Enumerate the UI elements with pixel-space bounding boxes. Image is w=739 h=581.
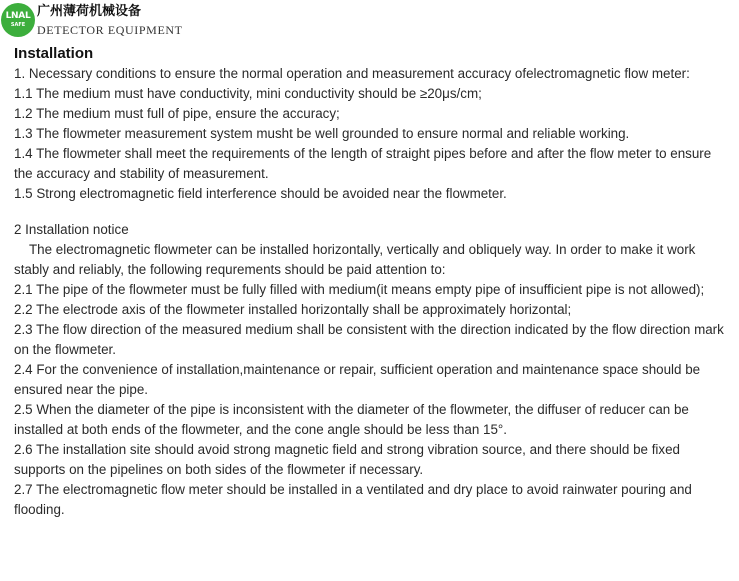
page-header bbox=[0, 0, 739, 42]
logo-text: LNAL bbox=[5, 11, 31, 21]
section-1-item: 1.2 The medium must full of pipe, ensure the accuracy; bbox=[14, 106, 340, 121]
section-2-intro: The electromagnetic flowmeter can be installed horizontally, vertically and obliquely way. In order to make it work stably and reliably, the following requrements should be paid attention to: bbox=[14, 242, 696, 277]
section-2-item: 2.7 The electromagnetic flow meter should be installed in a ventilated and dry place to avoid rainwater pouring and flooding. bbox=[14, 482, 692, 517]
section-2-item: 2.3 The flow direction of the measured medium shall be consistent with the direction indicated by the flow direction mark on the flowmeter. bbox=[14, 322, 724, 357]
section-1-item: 1.4 The flowmeter shall meet the requirements of the length of straight pipes before and after the flow meter to ensure the accuracy and stability of measurement. bbox=[14, 146, 712, 181]
logo-subtext: SAFE bbox=[10, 22, 26, 28]
section-2-item: 2.5 When the diameter of the pipe is inconsistent with the diameter of the flowmeter, the diffuser of reducer can be installed at both ends of the flowmeter, and the cone angle should be less than 15°. bbox=[14, 402, 689, 437]
company-name-chinese: 广州薄荷机械设备 bbox=[37, 4, 142, 19]
company-name-english: DETECTOR EQUIPMENT bbox=[37, 23, 183, 37]
section-2-heading: 2 Installation notice bbox=[14, 222, 129, 237]
section-1-item: 1.5 Strong electromagnetic field interference should be avoided near the flowmeter. bbox=[14, 186, 507, 201]
section-1-item: 1.3 The flowmeter measurement system musht be well grounded to ensure normal and reliable working. bbox=[14, 126, 630, 141]
section-1-item: 1.1 The medium must have conductivity, mini conductivity should be ≥20μs/cm; bbox=[14, 86, 482, 101]
document-title: Installation bbox=[14, 45, 94, 62]
section-2-item: 2.2 The electrode axis of the flowmeter installed horizontally shall be approximately horizontal; bbox=[14, 302, 572, 317]
section-2-item: 2.4 For the convenience of installation,maintenance or repair, sufficient operation and maintenance space should be ensured near the pipe. bbox=[14, 362, 701, 397]
document-body bbox=[14, 44, 726, 520]
company-logo bbox=[1, 3, 35, 37]
paragraph-spacer bbox=[14, 204, 726, 220]
section-1-heading: 1. Necessary conditions to ensure the normal operation and measurement accuracy ofelectromagnetic flow meter: bbox=[14, 66, 690, 81]
section-2-item: 2.6 The installation site should avoid strong magnetic field and strong vibration source, and there should be fixed supports on the pipelines on both sides of the flowmeter if necessary. bbox=[14, 442, 680, 477]
section-2-item: 2.1 The pipe of the flowmeter must be fully filled with medium(it means empty pipe of insufficient pipe is not allowed); bbox=[14, 282, 705, 297]
